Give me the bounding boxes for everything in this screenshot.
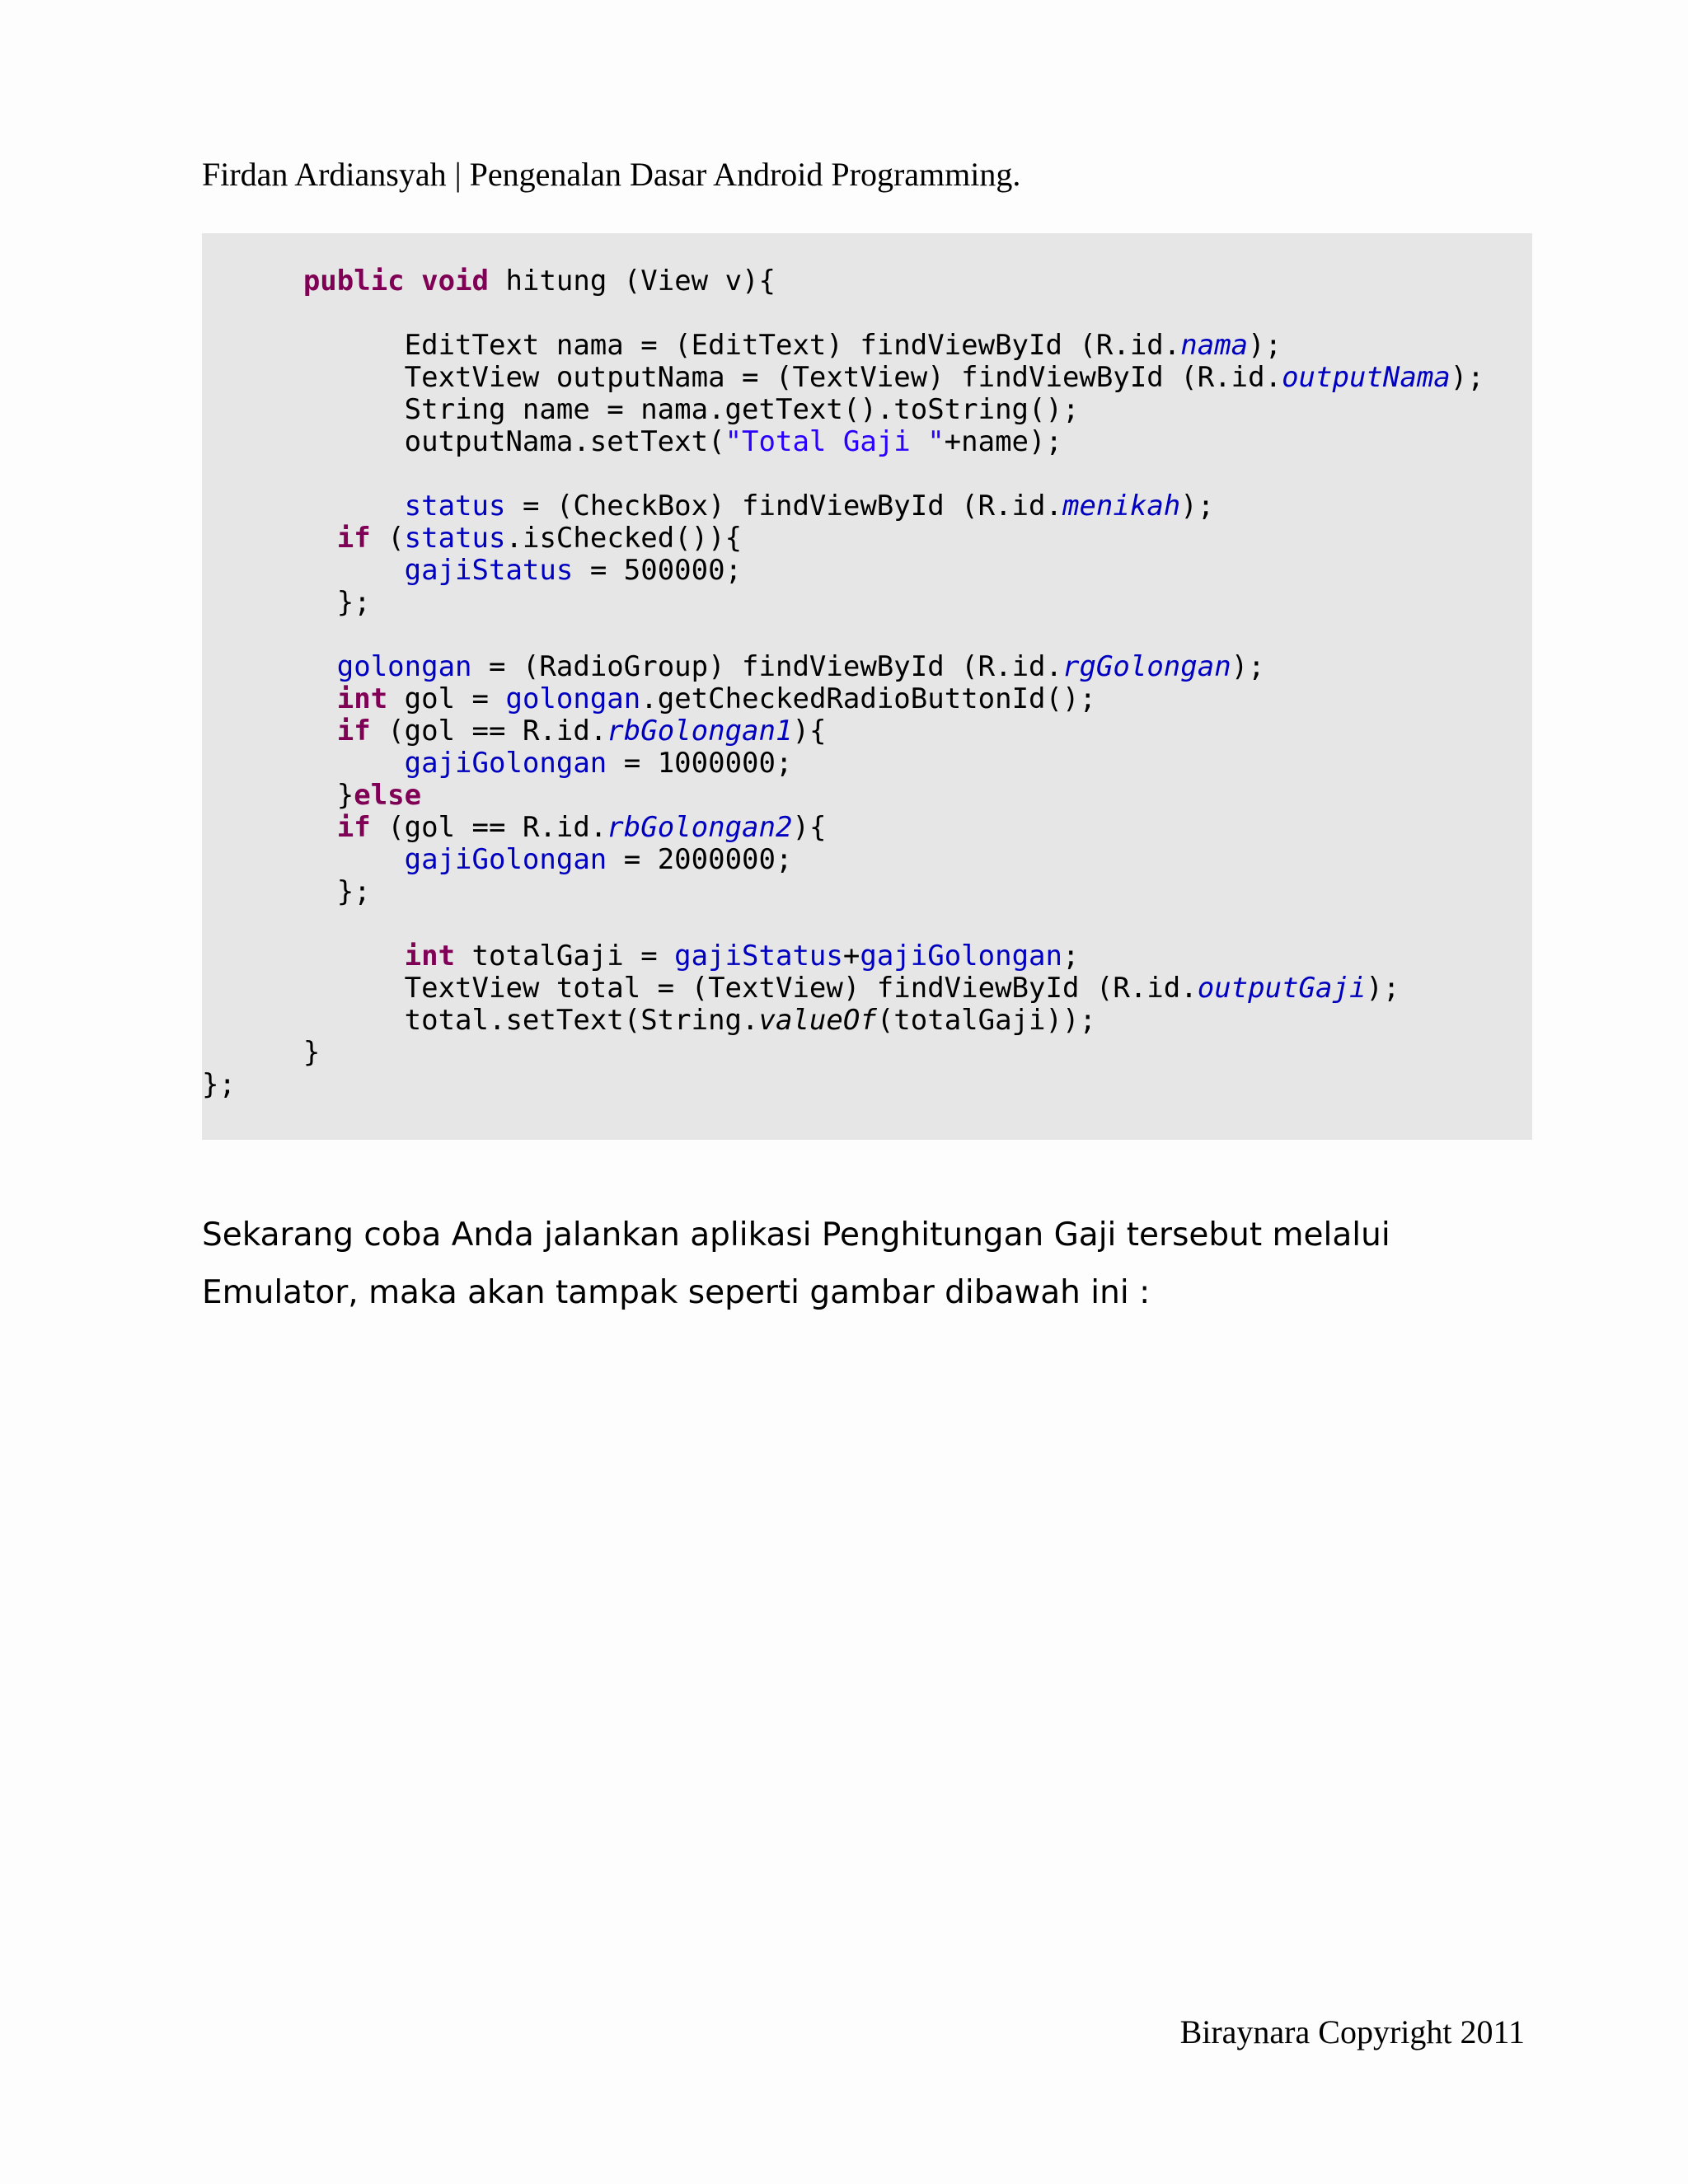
code-token: EditText nama = (EditText) findViewById (R.id. [202, 329, 1181, 362]
page-header: Firdan Ardiansyah | Pengenalan Dasar Android Programming. [202, 156, 1021, 193]
code-token [202, 843, 405, 876]
code-line [202, 972, 1400, 1005]
code-token: ){ [792, 811, 827, 844]
code-token [405, 265, 421, 298]
code-token: gajiGolongan [860, 940, 1062, 972]
code-token: if [336, 715, 371, 748]
code-token: golongan [505, 682, 641, 715]
code-line [202, 1004, 1096, 1037]
code-token: = 500000; [573, 554, 743, 587]
code-token: menikah [1062, 490, 1181, 523]
code-token [202, 265, 303, 298]
code-token: = 2000000; [607, 843, 793, 876]
body-paragraph: Sekarang coba Anda jalankan aplikasi Penghitungan Gaji tersebut melalui Emulator, maka akan tampak seperti gambar dibawah ini : [202, 1216, 1390, 1311]
code-token: "Total Gaji " [724, 425, 945, 458]
code-token: (gol == R.id. [370, 811, 607, 844]
code-line [202, 747, 792, 780]
code-token: gajiStatus [404, 554, 574, 587]
code-line [202, 522, 742, 555]
code-token: = (RadioGroup) findViewById (R.id. [471, 650, 1062, 683]
code-token: (gol == R.id. [370, 715, 607, 748]
code-token: .isChecked()){ [505, 522, 743, 555]
code-line [202, 811, 826, 844]
code-token: if [336, 522, 371, 555]
code-token: (totalGaji)); [876, 1004, 1096, 1037]
code-token: TextView outputNama = (TextView) findViewById (R.id. [202, 361, 1282, 394]
code-token: outputGaji [1197, 972, 1367, 1005]
code-token: ); [1180, 490, 1215, 523]
code-token: int [404, 940, 456, 972]
code-line [202, 779, 421, 812]
code-token: ); [1248, 329, 1282, 362]
code-token: ( [370, 522, 405, 555]
code-line [202, 682, 1096, 715]
code-token: rbGolongan1 [607, 715, 793, 748]
code-token: TextView total = (TextView) findViewById (R.id. [202, 972, 1198, 1005]
code-token: ); [1231, 650, 1265, 683]
code-token: ); [1450, 361, 1484, 394]
code-line [202, 586, 371, 619]
code-token: gajiGolongan [404, 747, 607, 780]
code-line [202, 940, 1079, 972]
code-token: golongan [336, 650, 472, 683]
code-line [202, 715, 826, 748]
code-token: ); [1366, 972, 1400, 1005]
code-token: gol = [387, 682, 506, 715]
code-token: + [842, 940, 860, 972]
code-token: outputNama.setText( [202, 425, 725, 458]
code-token: }; [202, 1068, 236, 1101]
code-token: ){ [792, 715, 827, 748]
code-token: outputNama [1282, 361, 1451, 394]
code-line [202, 265, 776, 298]
code-token [202, 940, 405, 972]
code-token: void [421, 265, 490, 298]
code-token: else [354, 779, 422, 812]
code-token: int [336, 682, 388, 715]
code-token: gajiStatus [674, 940, 843, 972]
code-token [202, 715, 337, 748]
code-line [202, 425, 1062, 458]
code-line [202, 1068, 236, 1101]
code-token: +name); [944, 425, 1062, 458]
code-line [202, 1036, 320, 1069]
code-token: } [202, 779, 354, 812]
code-line [202, 875, 371, 908]
code-token: = (CheckBox) findViewById (R.id. [505, 490, 1062, 523]
code-token [202, 650, 337, 683]
code-token: public [302, 265, 405, 298]
code-line [202, 361, 1484, 394]
code-block [202, 233, 1532, 1140]
code-token: valueOf [758, 1004, 877, 1037]
code-token: status [404, 490, 506, 523]
code-token: totalGaji = [455, 940, 675, 972]
code-token [202, 811, 337, 844]
page-footer: Biraynara Copyright 2011 [1179, 2013, 1525, 2050]
code-line [202, 843, 792, 876]
code-token: if [336, 811, 371, 844]
code-token: } [202, 1036, 321, 1069]
code-token: }; [202, 586, 371, 619]
code-line [202, 554, 742, 587]
code-token: ; [1062, 940, 1080, 972]
code-token: String name = nama.getText().toString(); [202, 393, 1080, 426]
code-token: rgGolongan [1062, 650, 1231, 683]
code-token [202, 554, 405, 587]
code-token [202, 747, 405, 780]
code-token [202, 522, 337, 555]
code-token: gajiGolongan [404, 843, 607, 876]
code-line [202, 650, 1265, 683]
code-token [202, 490, 405, 523]
code-token: = 1000000; [607, 747, 793, 780]
code-token: total.setText(String. [202, 1004, 759, 1037]
code-token: rbGolongan2 [607, 811, 793, 844]
code-line [202, 329, 1282, 362]
code-token [202, 682, 337, 715]
code-token: nama [1180, 329, 1249, 362]
code-line [202, 393, 1079, 426]
code-token: status [404, 522, 506, 555]
code-line [202, 490, 1214, 523]
code-token: .getCheckedRadioButtonId(); [640, 682, 1096, 715]
code-token: hitung (View v){ [489, 265, 776, 298]
code-token: }; [202, 875, 371, 908]
